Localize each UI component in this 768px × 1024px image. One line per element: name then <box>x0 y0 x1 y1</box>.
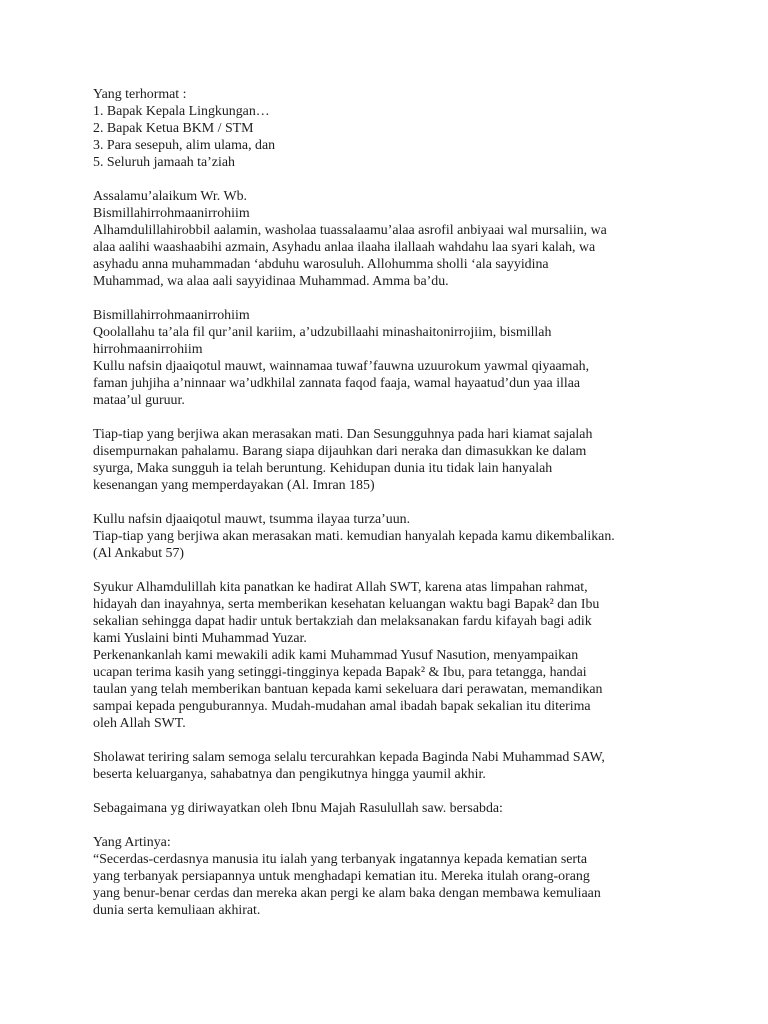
text-line: Kullu nafsin djaaiqotul mauwt, tsumma ilayaa turza’uun. <box>93 512 411 527</box>
text-line: sekalian sehingga dapat hadir untuk bertakziah dan melaksanakan fardu kifayah bagi adik <box>93 614 592 629</box>
text-line: Yang terhormat : <box>93 87 187 102</box>
text-line: Perkenankanlah kami mewakili adik kami Muhammad Yusuf Nasution, menyampaikan <box>93 648 579 663</box>
text-line: 1. Bapak Kepala Lingkungan… <box>93 104 270 119</box>
text-line: sampai kepada penguburannya. Mudah-mudahan amal ibadah bapak sekalian itu diterima <box>93 699 591 714</box>
text-line: Kullu nafsin djaaiqotul mauwt, wainnamaa tuwaf’fauwna uzuurokum yawmal qiyaamah, <box>93 359 590 374</box>
text-line: alaa aalihi waashaabihi azmain, Asyhadu anlaa ilaaha ilallaah wahdahu laa syari kalah, wa <box>93 240 596 255</box>
text-line: yang terbanyak persiapannya untuk menghadapi kematian itu. Mereka itulah orang-orang <box>93 869 590 884</box>
text-line: Assalamu’alaikum Wr. Wb. <box>93 189 248 204</box>
quran-quote <box>93 307 693 409</box>
hadith-meaning <box>93 834 693 919</box>
text-line: (Al Ankabut 57) <box>93 546 185 561</box>
text-line: mataa’ul guruur. <box>93 393 185 408</box>
text-line: Muhammad, wa alaa aali sayyidinaa Muhammad. Amma ba’du. <box>93 274 449 289</box>
text-line: 3. Para sesepuh, alim ulama, dan <box>93 138 276 153</box>
text-line: syurga, Maka sungguh ia telah beruntung. Kehidupan dunia itu tidak lain hanyalah <box>93 461 553 476</box>
text-line: Sebagaimana yg diriwayatkan oleh Ibnu Majah Rasulullah saw. bersabda: <box>93 801 503 816</box>
hadith-intro <box>93 800 693 817</box>
text-line: disempurnakan pahalamu. Barang siapa dijauhkan dari neraka dan dimasukkan ke dalam <box>93 444 587 459</box>
text-line: Alhamdulillahirobbil aalamin, washolaa tuassalaamu’alaa asrofil anbiyaai wal mursaliin, wa <box>93 223 607 238</box>
document-body <box>93 86 693 919</box>
text-line: Tiap-tiap yang berjiwa akan merasakan mati. kemudian hanyalah kepada kamu dikembalikan. <box>93 529 615 544</box>
text-line: kami Yuslaini binti Muhammad Yuzar. <box>93 631 307 646</box>
text-line: Qoolallahu ta’ala fil qur’anil kariim, a’udzubillaahi minashaitonirrojiim, bismillah <box>93 325 552 340</box>
text-line: Bismillahirrohmaanirrohiim <box>93 308 250 323</box>
ankabut-quote <box>93 511 693 562</box>
text-line: asyhadu anna muhammadan ‘abduhu warosuluh. Allohumma sholli ‘ala sayyidina <box>93 257 549 272</box>
text-line: Sholawat teriring salam semoga selalu tercurahkan kepada Baginda Nabi Muhammad SAW, <box>93 750 605 765</box>
text-line: Bismillahirrohmaanirrohiim <box>93 206 250 221</box>
text-line: ucapan terima kasih yang setinggi-tingginya kepada Bapak² & Ibu, para tetangga, handai <box>93 665 587 680</box>
imran-translation <box>93 426 693 494</box>
text-line: Syukur Alhamdulillah kita panatkan ke hadirat Allah SWT, karena atas limpahan rahmat, <box>93 580 588 595</box>
opening-greeting <box>93 188 693 290</box>
text-line: “Secerdas-cerdasnya manusia itu ialah yang terbanyak ingatannya kepada kematian serta <box>93 852 588 867</box>
text-line: 2. Bapak Ketua BKM / STM <box>93 121 254 136</box>
text-line: beserta keluarganya, sahabatnya dan pengikutnya hingga yaumil akhir. <box>93 767 486 782</box>
text-line: taulan yang telah memberikan bantuan kepada kami sekeluara dari perawatan, memandikan <box>93 682 603 697</box>
text-line: hidayah dan inayahnya, serta memberikan kesehatan keluangan waktu bagi Bapak² dan Ibu <box>93 597 600 612</box>
text-line: yang benur-benar cerdas dan mereka akan pergi ke alam baka dengan membawa kemuliaan <box>93 886 601 901</box>
text-line: hirrohmaanirrohiim <box>93 342 203 357</box>
text-line: faman juhjiha a’ninnaar wa’udkhilal zannata faqod faaja, wamal hayaatud’dun yaa illaa <box>93 376 581 391</box>
text-line: 5. Seluruh jamaah ta’ziah <box>93 155 235 170</box>
gratitude-paragraph <box>93 579 693 732</box>
text-line: dunia serta kemuliaan akhirat. <box>93 903 261 918</box>
text-line: kesenangan yang memperdayakan (Al. Imran 185) <box>93 478 375 493</box>
text-line: Yang Artinya: <box>93 835 171 850</box>
text-line: Tiap-tiap yang berjiwa akan merasakan mati. Dan Sesungguhnya pada hari kiamat sajalah <box>93 427 593 442</box>
salutation-block <box>93 86 693 171</box>
sholawat-paragraph <box>93 749 693 783</box>
text-line: oleh Allah SWT. <box>93 716 186 731</box>
